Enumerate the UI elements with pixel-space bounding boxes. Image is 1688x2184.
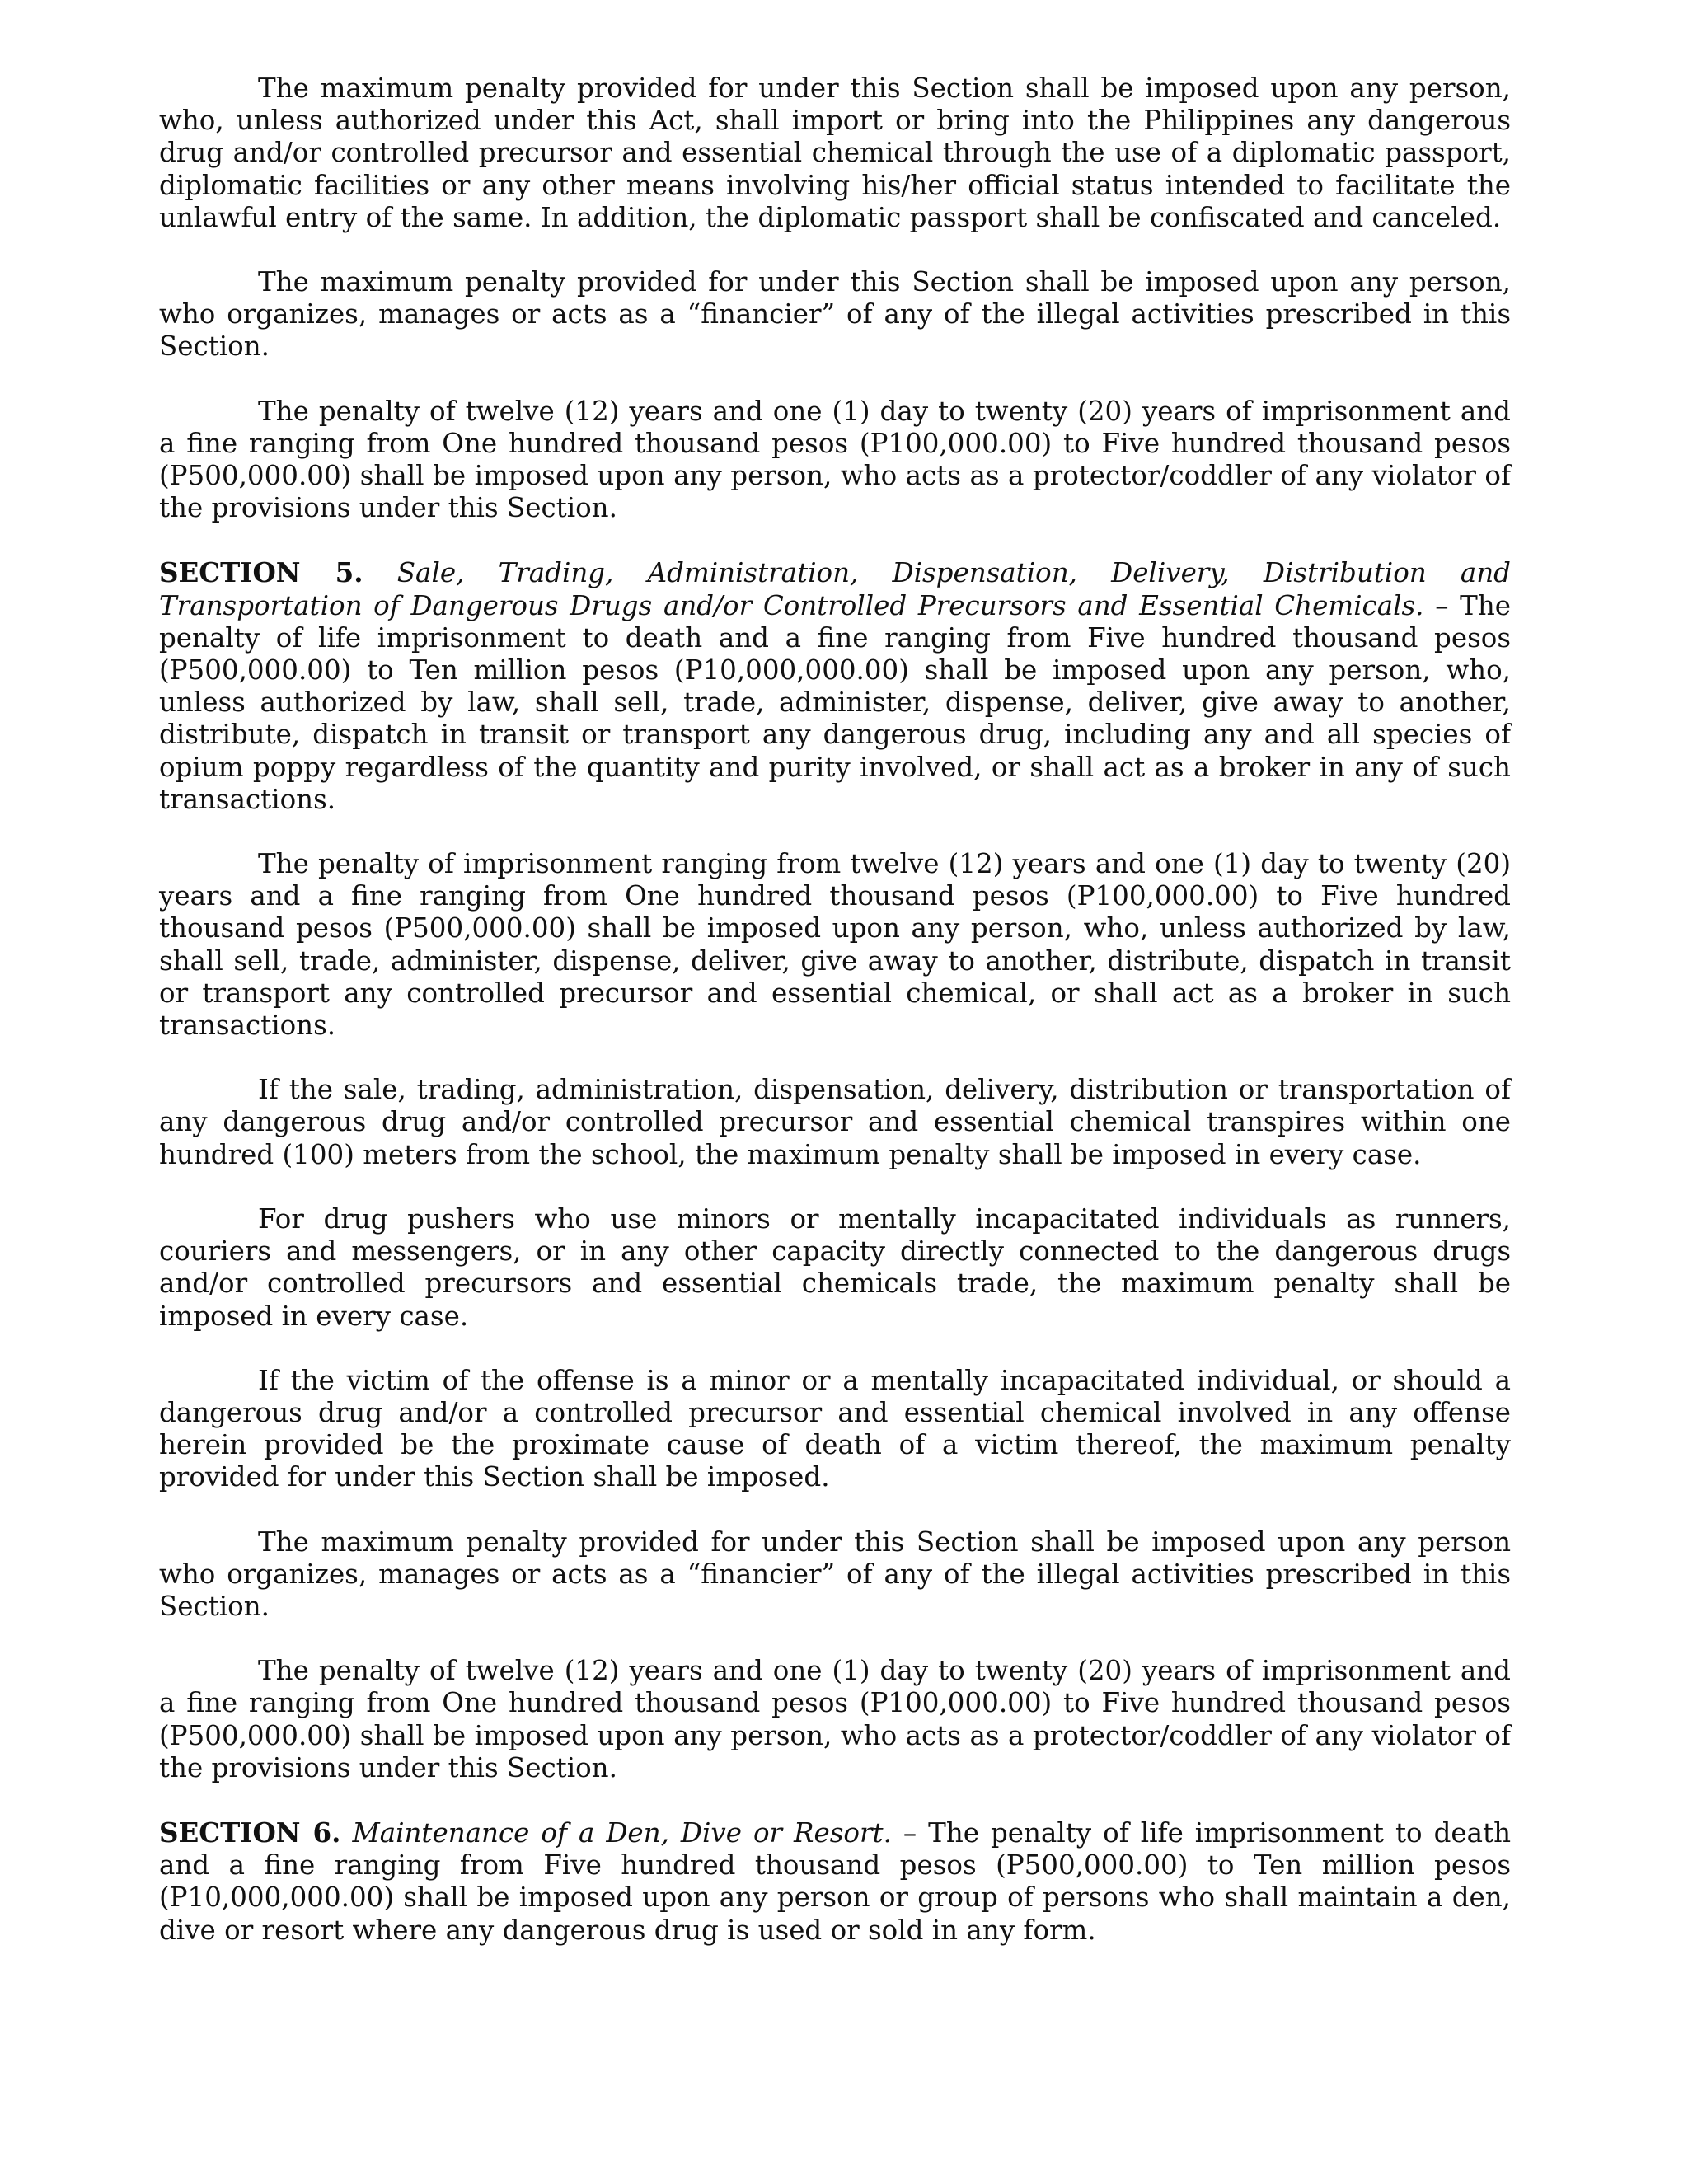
section-6-body: – The penalty of life imprisonment to death and a fine ranging from Five hundred thousand pesos (P500,000.00) to Ten million pesos (P10,000,000.00) shall be imposed upon any person or group of persons who shall maintain a den, dive or resort where any dangerous drug is used or sold in any form. — [159, 1816, 1511, 1946]
section-5-body: – The penalty of life imprisonment to death and a fine ranging from Five hundred thousand pesos (P500,000.00) to Ten million pesos (P10,000,000.00) shall be imposed upon any person, who, unless authorized by law, shall sell, trade, administer, dispense, deliver, give away to another, distribute, dispatch in transit or transport any dangerous drug, including any and all species of opium poppy regardless of the quantity and purity involved, or shall act as a broker in any of such transactions. — [159, 589, 1511, 815]
paragraph-financier: The maximum penalty provided for under this Section shall be imposed upon any person, who organizes, manages or acts as a “financier” of any of the illegal activities prescribed in this Section. — [159, 266, 1511, 363]
document-page — [159, 73, 1511, 1979]
section-6-paragraph — [159, 1816, 1511, 1947]
paragraph-diplomatic-passport: The maximum penalty provided for under this Section shall be imposed upon any person, who, unless authorized under this Act, shall import or bring into the Philippines any dangerous drug and/or controlled precursor and essential chemical through the use of a diplomatic passport, diplomatic facilities or any other means involving his/her official status intended to facilitate the unlawful entry of the same. In addition, the diplomatic passport shall be confiscated and canceled. — [159, 73, 1511, 233]
paragraph-protector-coddler: The penalty of twelve (12) years and one (1) day to twenty (20) years of imprisonment and a fine ranging from One hundred thousand pesos (P100,000.00) to Five hundred thousand pesos (P500,000.00) shall be imposed upon any person, who acts as a protector/coddler of any violator of the provisions under this Section. — [159, 395, 1511, 524]
section-5-title: Sale, Trading, Administration, Dispensation, Delivery, Distribution and Transportation of Dangerous Drugs and/or Controlled Precursors and Essential Chemicals. — [159, 557, 1511, 621]
section-5-paragraph — [159, 556, 1511, 816]
section-5-paragraph-school: If the sale, trading, administration, dispensation, delivery, distribution or transportation of any dangerous drug and/or controlled precursor and essential chemical transpires within one hundred (100) meters from the school, the maximum penalty shall be imposed in every case. — [159, 1074, 1511, 1170]
section-5-paragraph-minors: For drug pushers who use minors or mentally incapacitated individuals as runners, couriers and messengers, or in any other capacity directly connected to the dangerous drugs and/or controlled precursors and essential chemicals trade, the maximum penalty shall be imposed in every case. — [159, 1202, 1511, 1332]
section-5-paragraph-financier: The maximum penalty provided for under this Section shall be imposed upon any person who organizes, manages or acts as a “financier” of any of the illegal activities prescribed in this Section. — [159, 1526, 1511, 1622]
section-6-title: Maintenance of a Den, Dive or Resort. — [352, 1816, 892, 1849]
section-5-paragraph-victim: If the victim of the offense is a minor or a mentally incapacitated individual, or should a dangerous drug and/or a controlled precursor and essential chemical involved in any offense herein provided be the proximate cause of death of a victim thereof, the maximum penalty provided for under this Section shall be imposed. — [159, 1364, 1511, 1493]
section-6-heading: SECTION 6. — [159, 1816, 341, 1849]
section-5-paragraph-protector: The penalty of twelve (12) years and one (1) day to twenty (20) years of imprisonment and a fine ranging from One hundred thousand pesos (P100,000.00) to Five hundred thousand pesos (P500,000.00) shall be imposed upon any person, who acts as a protector/coddler of any violator of the provisions under this Section. — [159, 1655, 1511, 1783]
section-5-heading: SECTION 5. — [159, 556, 363, 589]
section-5-paragraph-precursor: The penalty of imprisonment ranging from twelve (12) years and one (1) day to twenty (20) years and a fine ranging from One hundred thousand pesos (P100,000.00) to Five hundred thousand pesos (P500,000.00) shall be imposed upon any person, who, unless authorized by law, shall sell, trade, administer, dispense, deliver, give away to another, distribute, dispatch in transit or transport any controlled precursor and essential chemical, or shall act as a broker in such transactions. — [159, 848, 1511, 1042]
